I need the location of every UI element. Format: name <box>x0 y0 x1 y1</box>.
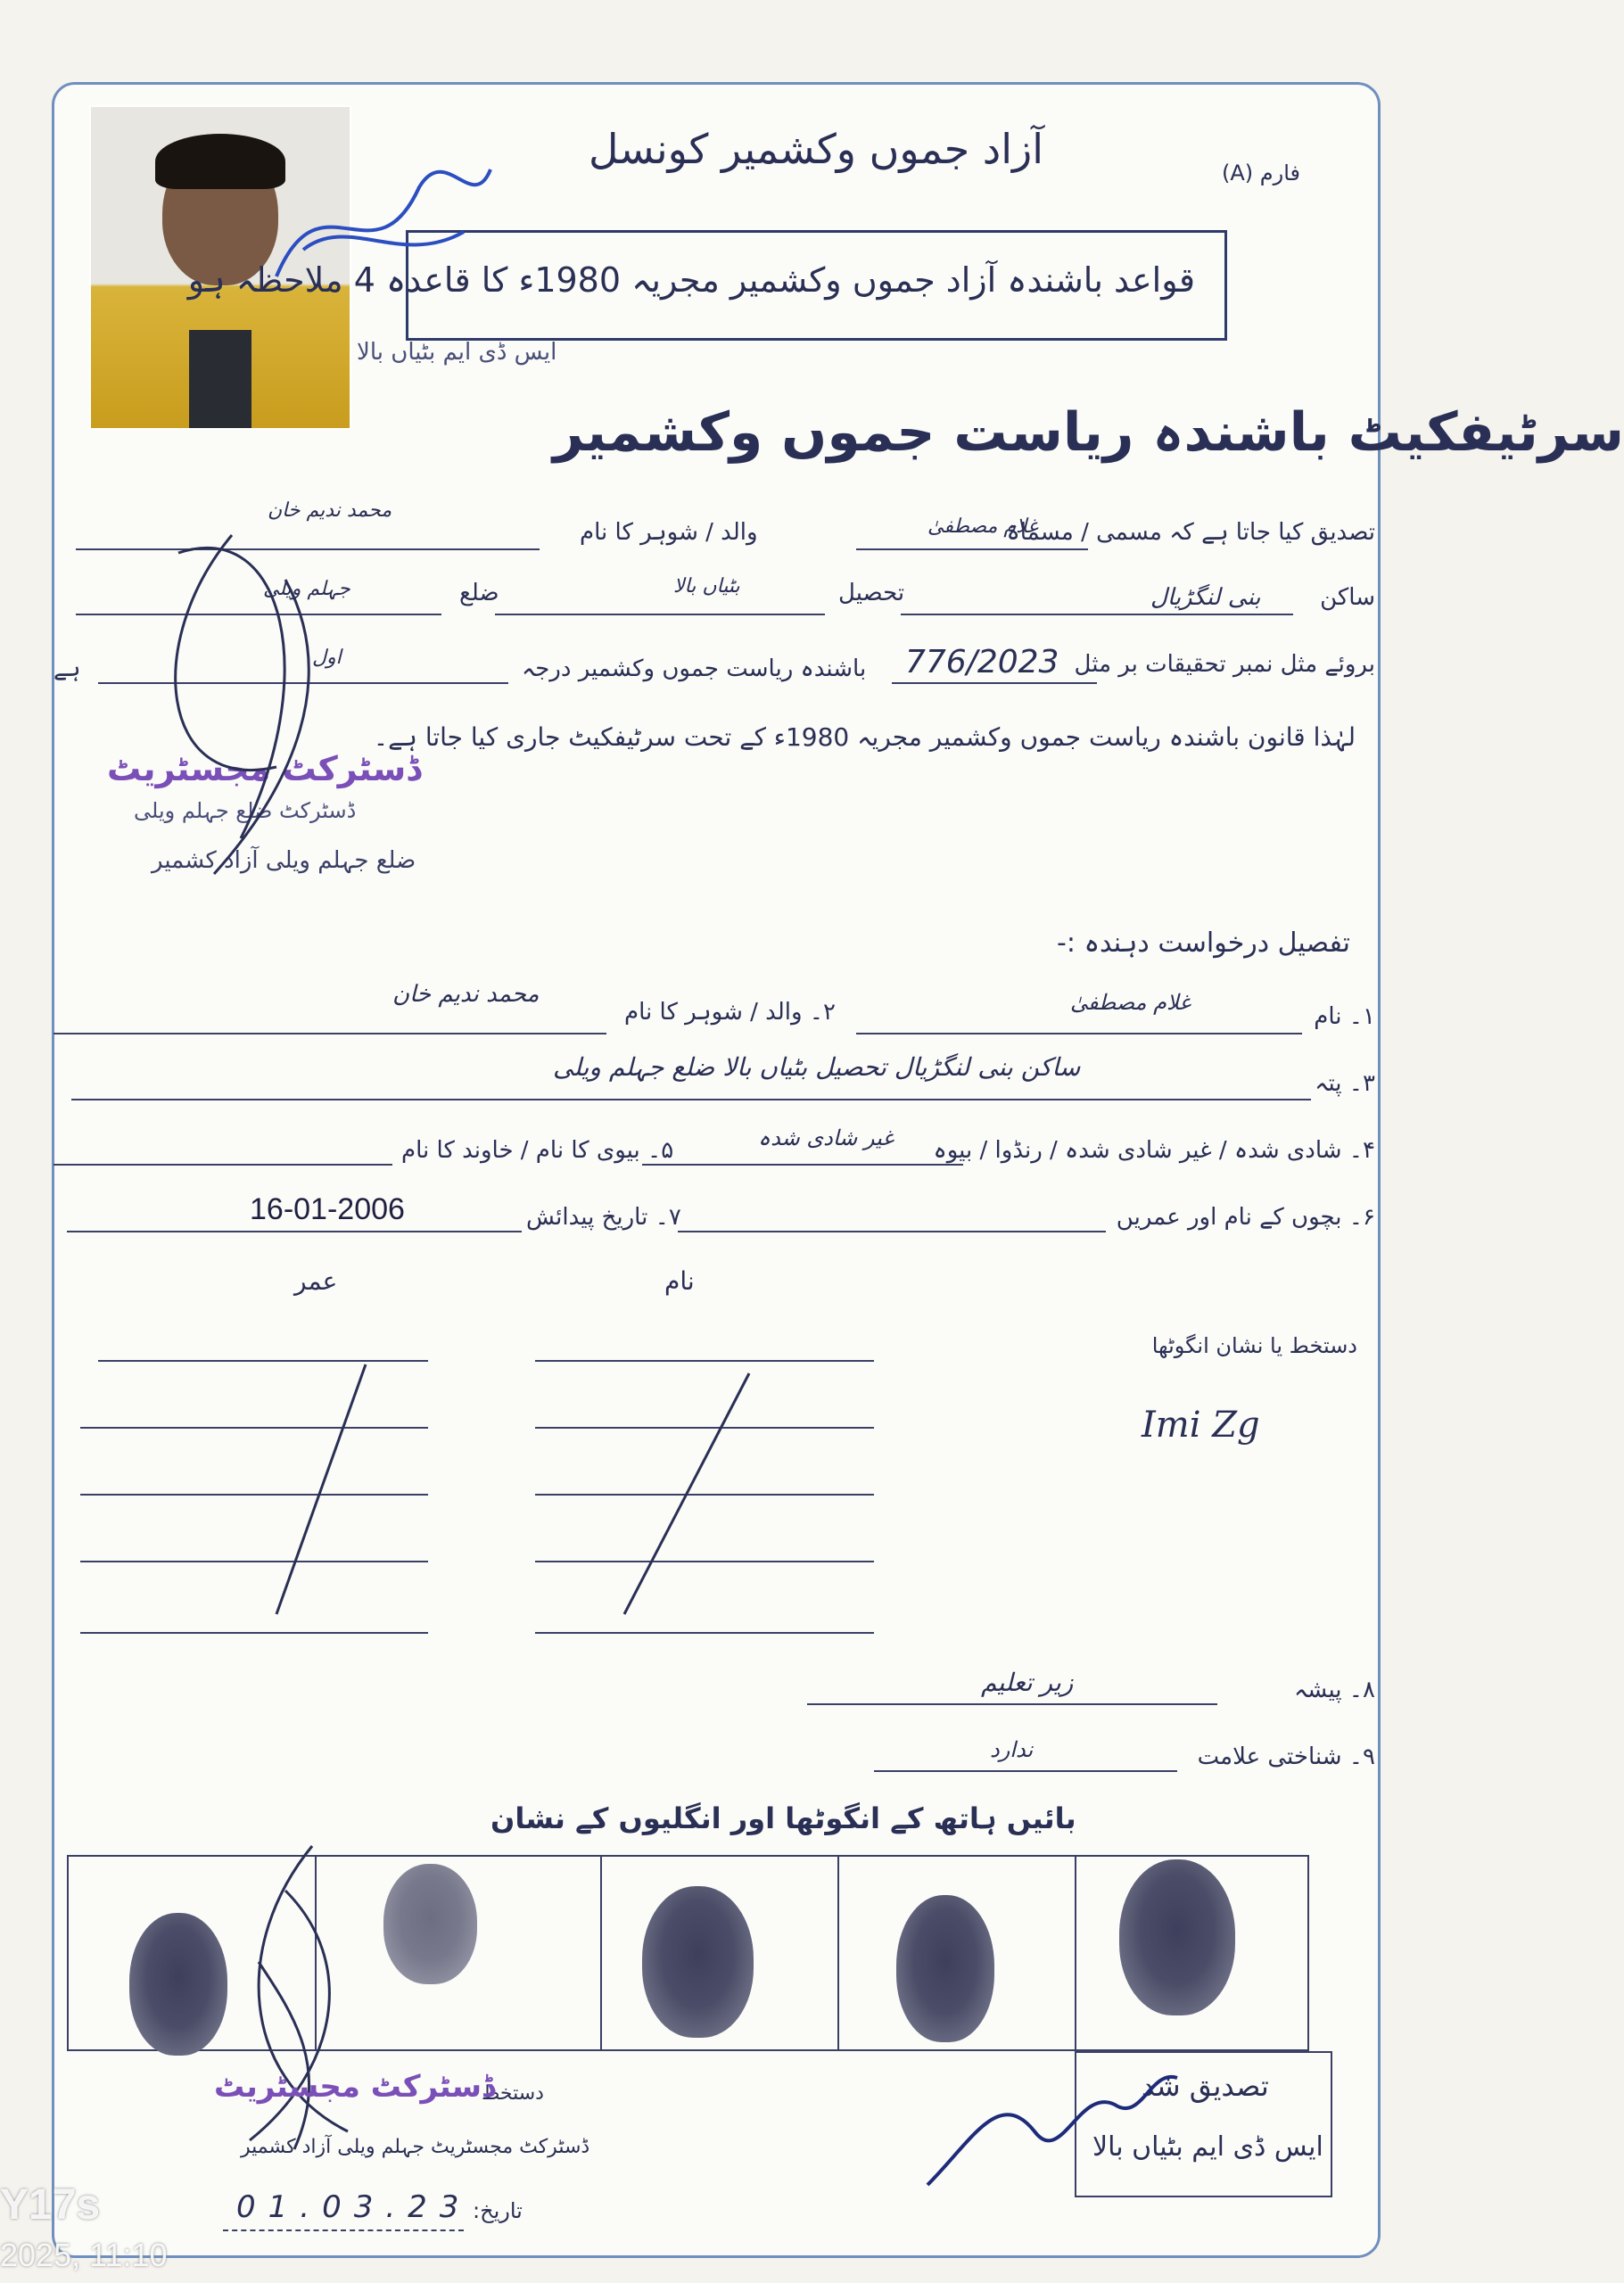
sdm-signature <box>919 2051 1186 2203</box>
sdm-stamp-line1: تصدیق شد <box>1142 2069 1269 2103</box>
bottom-stamp: ڈسٹرکٹ مجسٹریٹ <box>214 2069 496 2105</box>
applicant-marital: غیر شادی شدہ <box>758 1125 894 1150</box>
watermark-device: Y17s <box>0 2181 101 2229</box>
cert-case-number: 776/2023 <box>905 644 1059 680</box>
rules-text: قواعد باشندہ آزاد جموں وکشمیر مجریہ 1980ء کا قاعدہ 4 ملاحظہ ہو <box>187 260 1195 300</box>
cert-case-label: بروئے مثل نمبر تحقیقات بر مثل <box>1074 651 1375 678</box>
applicant-name: غلام مصطفیٰ <box>1070 990 1191 1015</box>
small-stamp-top: ایس ڈی ایم بٹیاں بالا <box>357 339 557 366</box>
magistrate-signature-bottom <box>205 1837 383 2158</box>
cert-class-label: باشندہ ریاست جموں وکشمیر درجہ <box>522 655 867 682</box>
ring-print <box>896 1895 994 2042</box>
bottom-date-label: تاریخ: <box>473 2198 523 2223</box>
mark-label: ۹۔ شناختی علامت <box>1197 1743 1375 1770</box>
cert-class-value: اول <box>312 647 342 669</box>
index-print <box>383 1864 477 1984</box>
applicant-name-label: ۱۔ نام <box>1314 1003 1375 1030</box>
bottom-office: ڈسٹرکٹ مجسٹریٹ جہلم ویلی آزاد کشمیر <box>241 2136 590 2158</box>
cert-line1-prefix: تصدیق کیا جاتا ہے کہ مسمی / مسماۃ <box>1006 519 1375 546</box>
cert-closing: لہٰذا قانون باشندہ ریاست جموں وکشمیر مجریہ 1980ء کے تحت سرٹیفکیٹ جاری کیا جاتا ہے۔ <box>373 722 1356 752</box>
sdm-stamp-line2: ایس ڈی ایم بٹیاں بالا <box>1092 2131 1323 2163</box>
form-label: فارم (A) <box>1222 161 1301 185</box>
children-name-strike <box>606 1364 758 1623</box>
applicant-dob-label: ۷۔ تاریخ پیدائش <box>526 1204 681 1231</box>
applicant-spouse-label: ۵۔ بیوی کا نام / خاوند کا نام <box>401 1137 674 1164</box>
middle-print <box>642 1886 754 2038</box>
stamp-top-line2: ڈسٹرکٹ ضلع جہلم ویلی <box>134 798 357 823</box>
cert-line-end: ہے <box>54 655 81 682</box>
cert-father-label: والد / شوہر کا نام <box>580 519 758 546</box>
applicant-address: ساکن بنی لنگڑیال تحصیل بٹیاں بالا ضلع جہلم ویلی <box>553 1052 1081 1082</box>
signature-label: دستخط یا نشان انگوٹھا <box>1151 1333 1357 1358</box>
fingerprints-heading: بائیں ہاتھ کے انگوٹھا اور انگلیوں کے نشان <box>490 1801 1076 1835</box>
stamp-top-title: ڈسٹرکٹ مجسٹریٹ <box>107 749 422 788</box>
identification-mark: ندارد <box>990 1737 1034 1762</box>
cert-district-label: ضلع <box>459 580 499 606</box>
certificate-title: سرٹیفکیٹ باشندہ ریاست جموں وکشمیر <box>553 401 1624 464</box>
cert-person-name: غلام مصطفیٰ <box>927 515 1038 538</box>
cert-tehsil: بٹیاں بالا <box>673 575 740 598</box>
applicant-father: محمد ندیم خان <box>392 981 540 1008</box>
watermark-date: 2025, 11:10 <box>0 2237 168 2273</box>
children-col-age: عمر <box>294 1266 338 1296</box>
applicant-father-label: ۲۔ والد / شوہر کا نام <box>624 999 836 1026</box>
bottom-sign-label: دستخط <box>482 2082 544 2105</box>
cert-resident-label: ساکن <box>1320 584 1375 611</box>
bottom-date: 01.03.23 <box>236 2189 472 2225</box>
profession: زیر تعلیم <box>981 1668 1074 1697</box>
profession-label: ۸۔ پیشہ <box>1294 1677 1375 1703</box>
children-age-strike <box>268 1356 375 1623</box>
applicant-dob: 16-01-2006 <box>250 1192 405 1226</box>
applicant-heading: تفصیل درخواست دہندہ :- <box>1057 927 1350 959</box>
cert-district: جہلم ویلی <box>263 578 350 600</box>
cert-father-name: محمد ندیم خان <box>268 499 392 522</box>
applicant-address-label: ۳۔ پتہ <box>1315 1070 1375 1097</box>
applicant-children-label: ۶۔ بچوں کے نام اور عمریں <box>1116 1204 1375 1231</box>
applicant-marital-label: ۴۔ شادی شدہ / غیر شادی شدہ / رنڈوا / بیوہ <box>933 1137 1375 1164</box>
cert-village: بنی لنگڑیال <box>1150 584 1261 611</box>
children-col-name: نام <box>664 1266 695 1296</box>
magistrate-signature-top <box>107 499 375 892</box>
cert-tehsil-label: تحصیل <box>838 580 905 606</box>
applicant-signature: Imi Zg <box>1142 1405 1260 1446</box>
stamp-top-line3: ضلع جہلم ویلی آزاد کشمیر <box>152 847 416 874</box>
little-print <box>1119 1859 1235 2015</box>
council-title: آزاد جموں وکشمیر کونسل <box>589 125 1044 173</box>
photo-signature <box>268 134 499 312</box>
